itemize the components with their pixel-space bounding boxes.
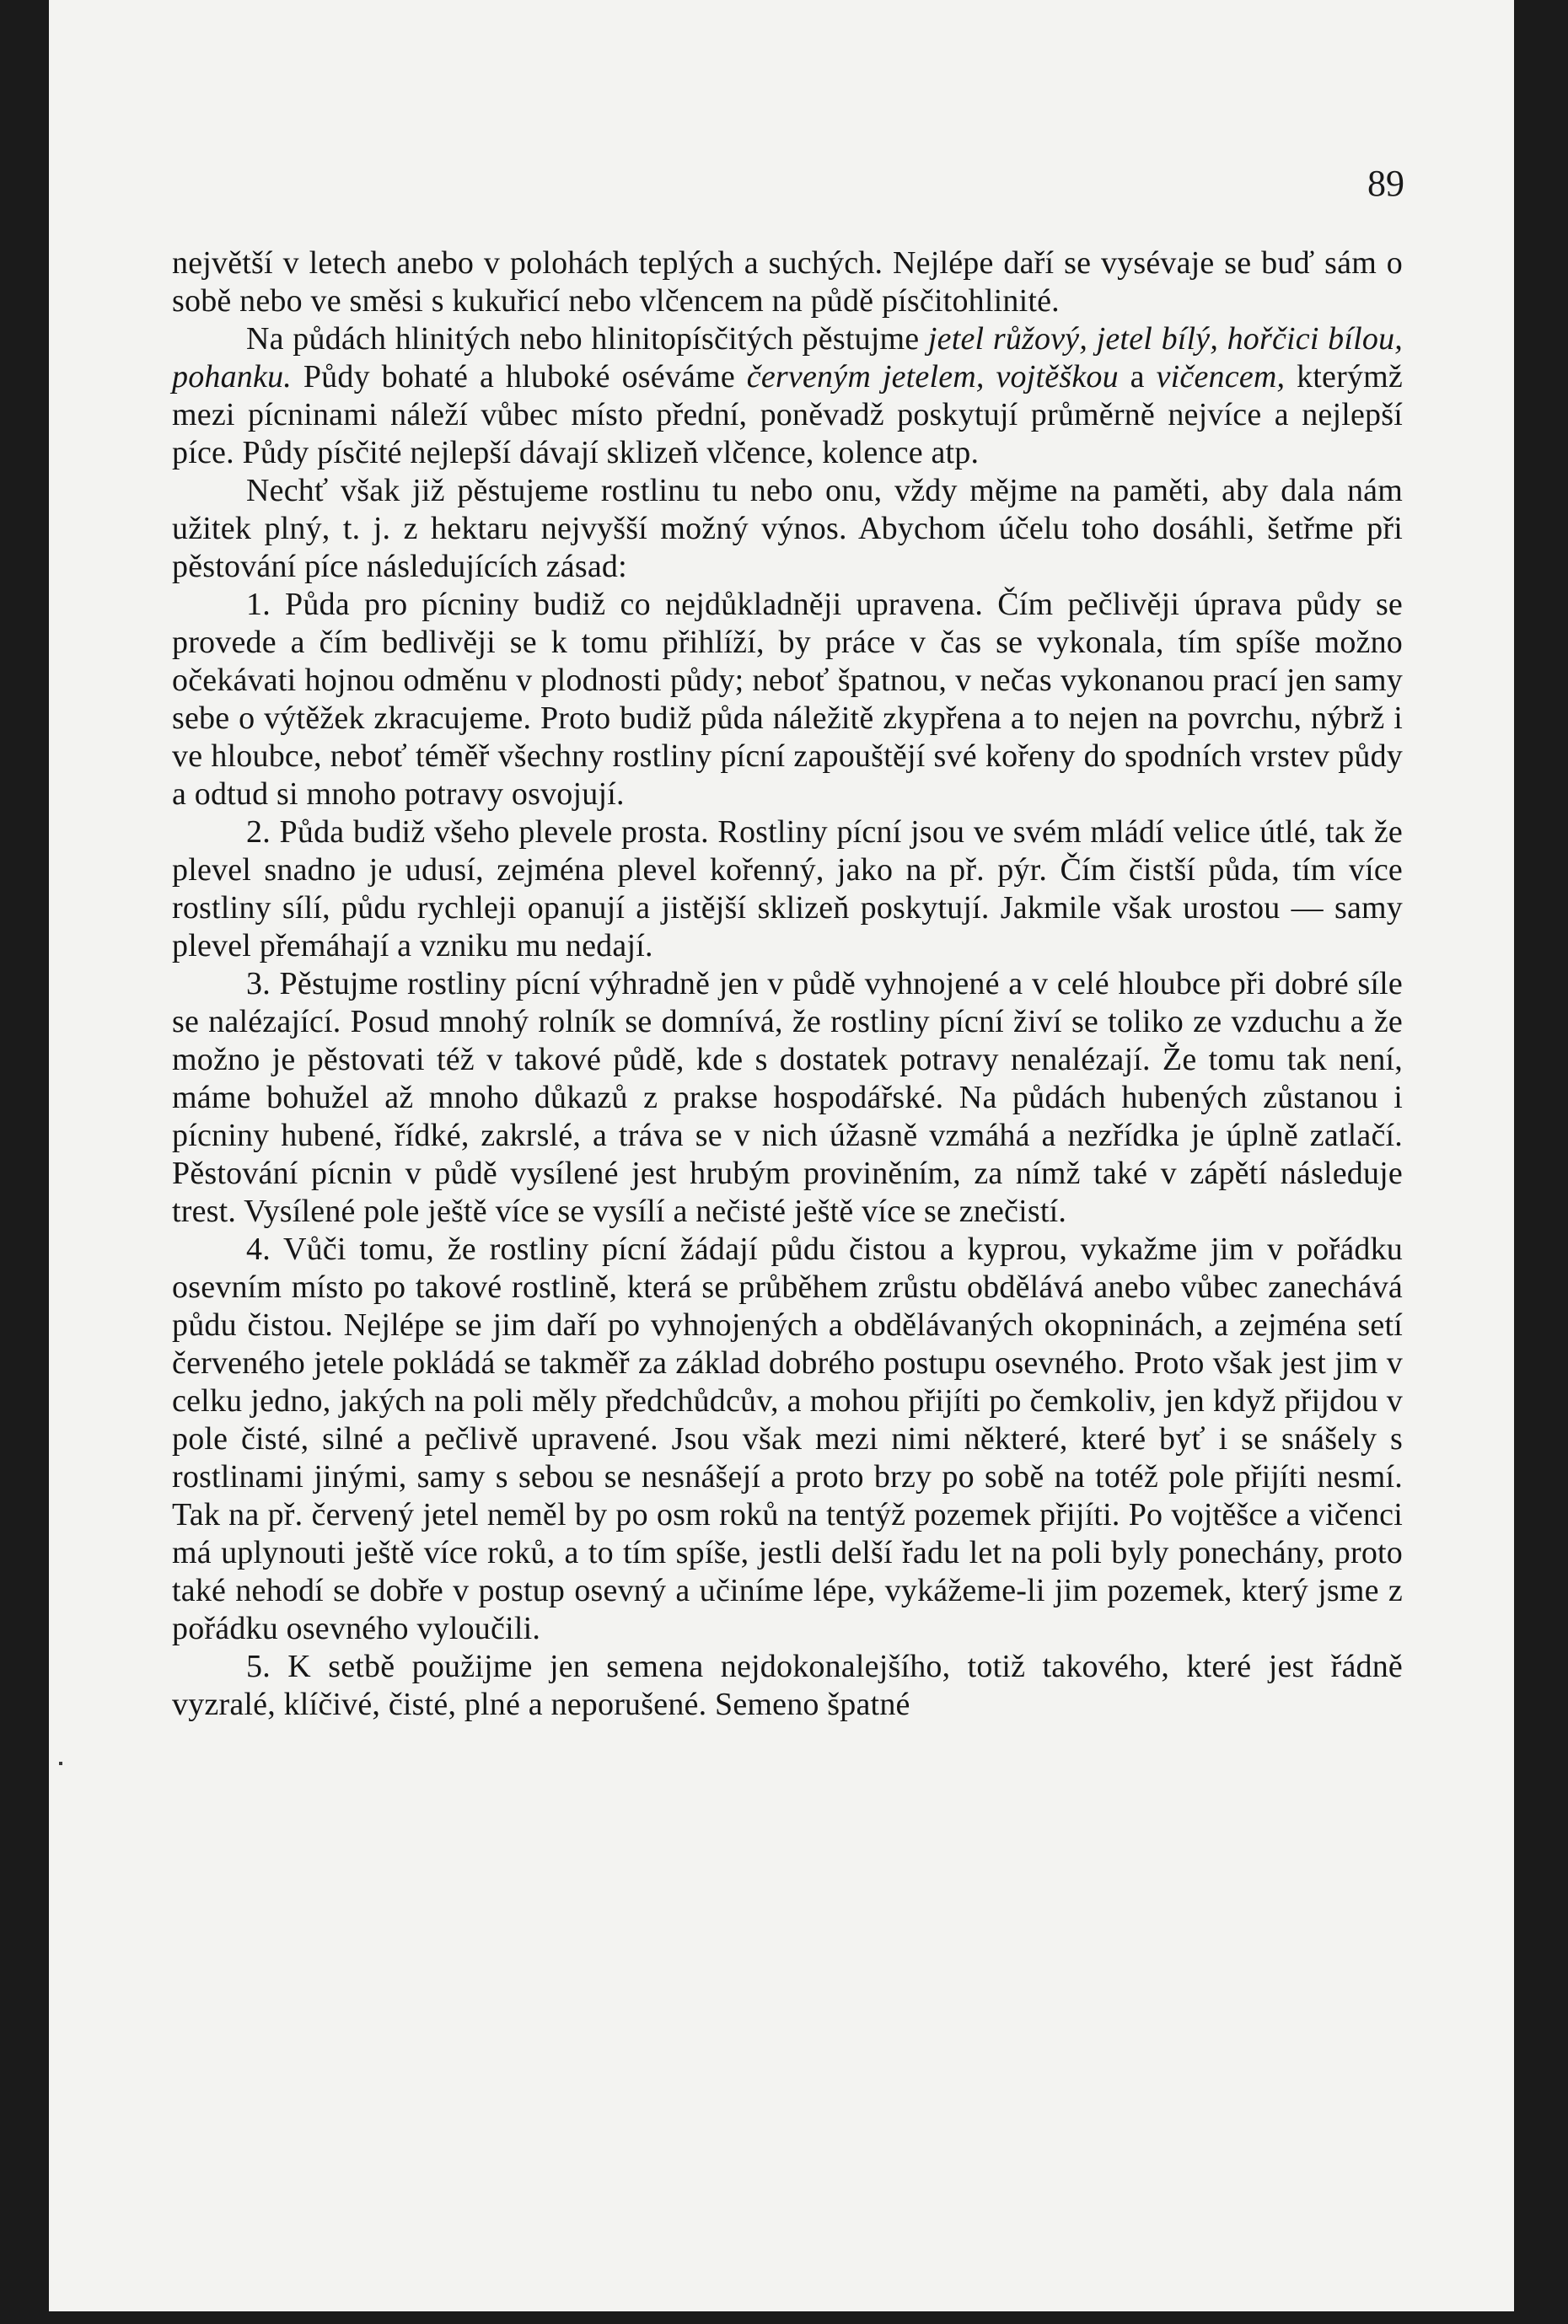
italic-text-run: vičencem,: [1156, 359, 1286, 394]
paragraph-rule-3: [172, 965, 1403, 1231]
italic-text-run: červeným jetelem, vojtěškou: [746, 359, 1119, 394]
text-run: největší v letech anebo v polohách teplých a suchých. Nejlépe daří se vysévaje se buď sám o sobě nebo ve směsi s kukuřicí nebo vlčencem na půdě písčitohlinité.: [172, 245, 1403, 319]
italic-text-run: jetel růžový, jetel bílý, hořčici bílou, pohanku.: [172, 321, 1403, 394]
text-run: Půdy bohaté a hluboké oséváme: [291, 359, 747, 394]
text-run: Nechť však již pěstujeme rostlinu tu nebo onu, vždy mějme na paměti, aby dala nám užitek plný, t. j. z hektaru nejvyšší možný výnos. Abychom účelu toho dosáhli, šetřme při pěstování píce následujících zásad:: [172, 473, 1403, 584]
text-run: 2. Půda budiž všeho plevele prosta. Rostliny pícní jsou ve svém mládí velice útlé, tak že plevel snadno je udusí, zejména plevel kořenný, jako na př. pýr. Čím čistší půda, tím více rostliny sílí, půdu rychleji opanují a jistější sklizeň poskytují. Jakmile však urostou — samy plevel přemáhají a vzniku mu nedají.: [172, 814, 1403, 963]
paragraph: [172, 244, 1403, 320]
paragraph-rule-1: [172, 586, 1403, 813]
scan-speck: [59, 1762, 62, 1765]
scanned-page: [49, 0, 1514, 2311]
text-run: Na půdách hlinitých nebo hlinitopísčitých pěstujme: [246, 321, 928, 357]
paragraph-rule-4: [172, 1231, 1403, 1648]
text-run: 4. Vůči tomu, že rostliny pícní žádají půdu čistou a kyprou, vykažme jim v pořádku osevním místo po takové rostlině, která se průběhem zrůstu obdělává anebo vůbec zanechává půdu čistou. Nejlépe se jim daří po vyhnojených a obdělávaných okopninách, a zejména setí červeného jetele pokládá se takměř za základ dobrého postupu osevného. Proto však jest jim v celku jedno, jakých na poli měly předchůdcův, a mohou přijíti po čemkoliv, jen když přijdou v pole čisté, silné a pečlivě upravené. Jsou však mezi nimi některé, které byť i se snášely s rostlinami jinými, samy s sebou se nesnášejí a proto brzy po sobě na totéž pole přijíti nesmí. Tak na př. červený jetel neměl by po osm roků na tentýž pozemek přijíti. Po vojtěšce a vičenci má uplynouti ještě více roků, a to tím spíše, jestli delší řadu let na poli byly ponechány, proto také nehodí se dobře v postup osevný a učiníme lépe, vykážeme-li jim pozemek, který jsme z pořádku osevného vyloučili.: [172, 1232, 1403, 1646]
body-text: [172, 244, 1403, 1724]
paragraph: [172, 320, 1403, 472]
page-number: 89: [1367, 163, 1404, 204]
text-run: 5. K setbě použijme jen semena nejdokonalejšího, totiž takového, které jest řádně vyzralé, klíčivé, čisté, plné a neporušené. Semeno špatné: [172, 1649, 1403, 1722]
text-run: a: [1118, 359, 1157, 394]
paragraph-rule-5: [172, 1648, 1403, 1724]
paragraph-rule-2: [172, 813, 1403, 965]
paragraph: [172, 472, 1403, 586]
text-run: 3. Pěstujme rostliny pícní výhradně jen v půdě vyhnojené a v celé hloubce při dobré síle se nalézající. Posud mnohý rolník se domnívá, že rostliny pícní živí se toliko ze vzduchu a že možno je pěstovati též v takové půdě, kde s dostatek potravy nenalézají. Že tomu tak není, máme bohužel až mnoho důkazů z prakse hospodářské. Na půdách hubených zůstanou i pícniny hubené, řídké, zakrslé, a tráva se v nich úžasně vzmáhá a nezřídka je úplně zatlačí. Pěstování pícnin v půdě vysílené jest hrubým proviněním, za nímž také v zápětí následuje trest. Vysílené pole ještě více se vysílí a nečisté ještě více se znečistí.: [172, 966, 1403, 1229]
text-run: 1. Půda pro pícniny budiž co nejdůkladněji upravena. Čím pečlivěji úprava půdy se provede a čím bedlivěji se k tomu přihlíží, by práce v čas se vykonala, tím spíše možno očekávati hojnou odměnu v plodnosti půdy; neboť špatnou, v nečas vykonanou prací jen samy sebe o výtěžek zkracujeme. Proto budiž půda náležitě zkypřena a to nejen na povrchu, nýbrž i ve hloubce, neboť téměř všechny rostliny pícní zapouštějí své kořeny do spodních vrstev půdy a odtud si mnoho potravy osvojují.: [172, 587, 1403, 812]
text-run: kterýmž mezi pícninami náleží vůbec místo přední, poněvadž poskytují průměrně nejvíce a nejlepší píce. Půdy písčité nejlepší dávají sklizeň vlčence, kolence atp.: [172, 359, 1403, 470]
